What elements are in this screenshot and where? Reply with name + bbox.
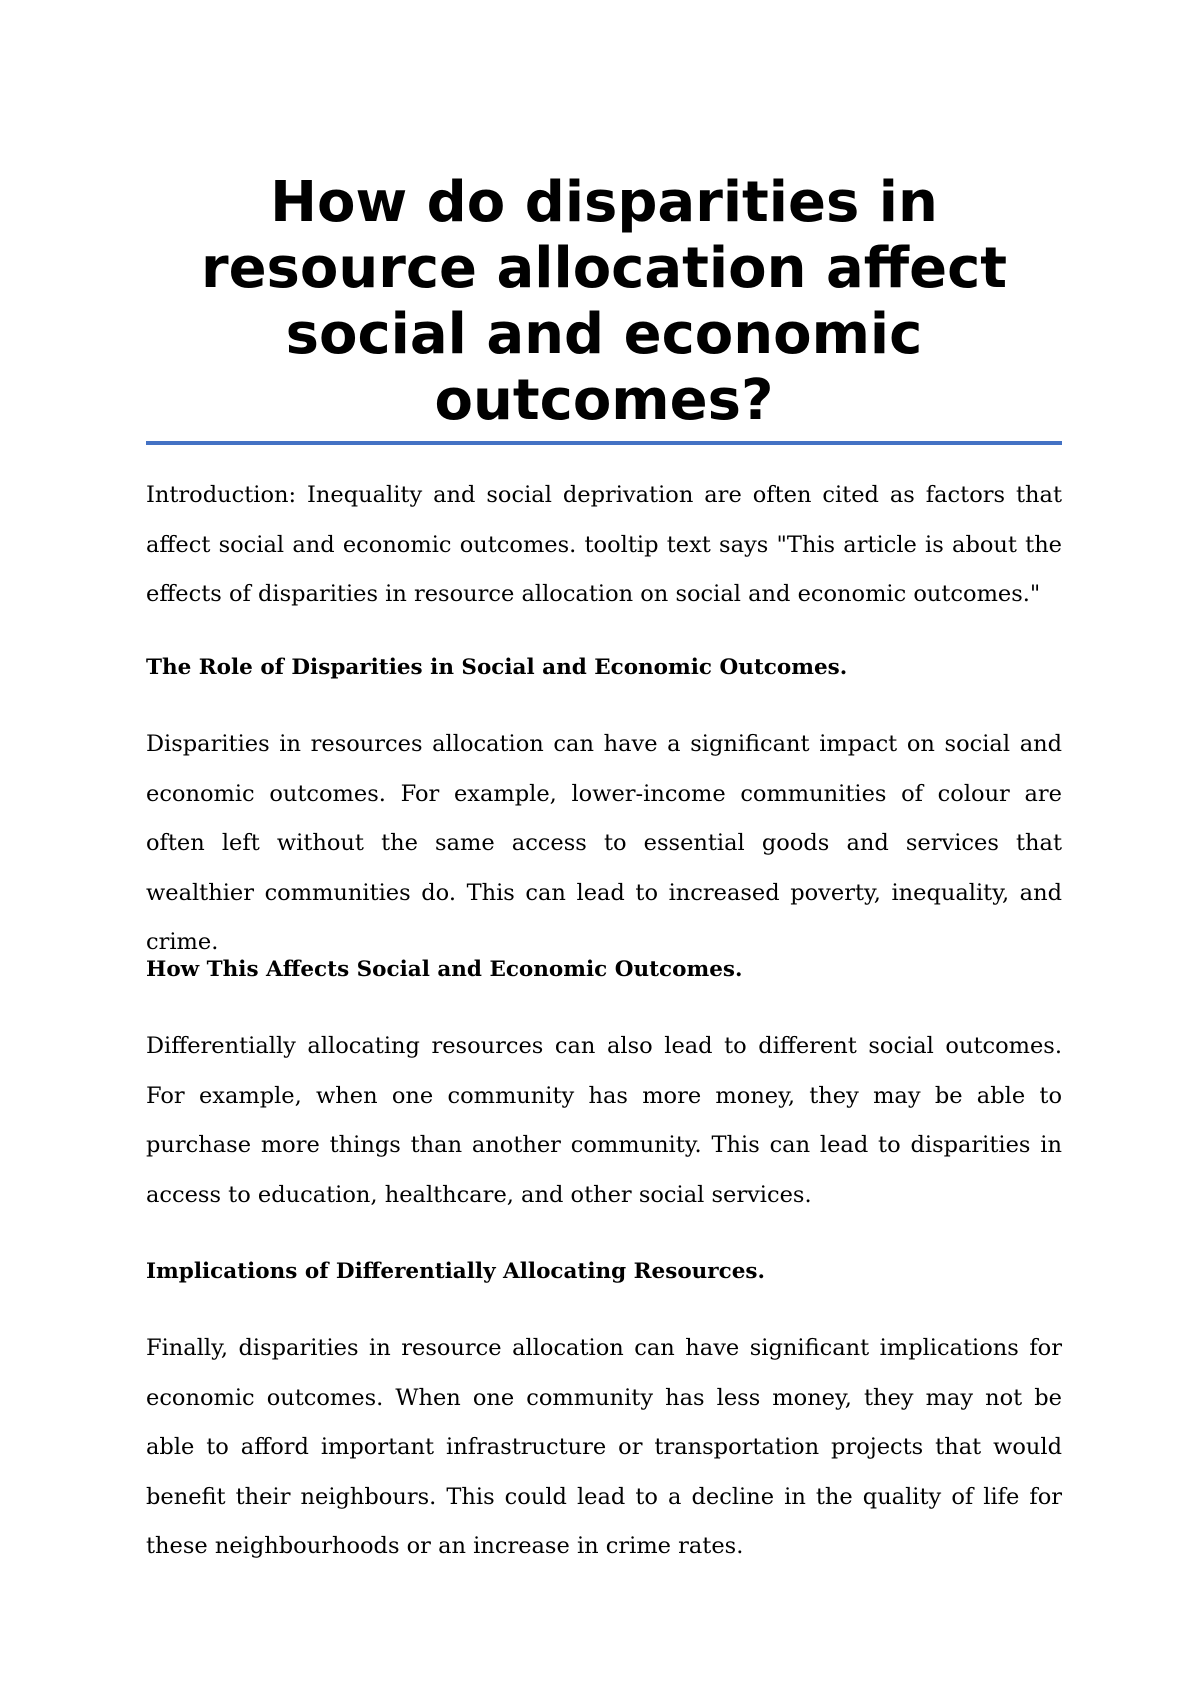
section-heading-implications: Implications of Differentially Allocating Resources. — [146, 1259, 765, 1284]
title-divider — [146, 441, 1062, 445]
section-heading-affects: How This Affects Social and Economic Outcomes. — [146, 957, 743, 982]
section-body-role: Disparities in resources allocation can have a significant impact on social and economic outcomes. For example, lower-income communities of colour are often left without the same access to essential goods and services that wealthier communities do. This can lead to increased poverty, inequality, and crime. — [146, 731, 1062, 955]
document-title: How do disparities in resource allocation affect social and economic outcomes? — [200, 170, 1008, 433]
intro-paragraph: Introduction: Inequality and social deprivation are often cited as factors that affect social and economic outcomes. tooltip text says "This article is about the effects of disparities in resource allocation on social and economic outcomes." — [146, 482, 1062, 607]
section-body-affects: Differentially allocating resources can also lead to different social outcomes. For example, when one community has more money, they may be able to purchase more things than another community. This can lead to disparities in access to education, healthcare, and other social services. — [146, 1033, 1062, 1208]
section-body-implications: Finally, disparities in resource allocation can have significant implications for economic outcomes. When one community has less money, they may not be able to afford important infrastructure or transportation projects that would benefit their neighbours. This could lead to a decline in the quality of life for these neighbourhoods or an increase in crime rates. — [146, 1335, 1062, 1559]
section-heading-role: The Role of Disparities in Social and Economic Outcomes. — [146, 655, 848, 680]
